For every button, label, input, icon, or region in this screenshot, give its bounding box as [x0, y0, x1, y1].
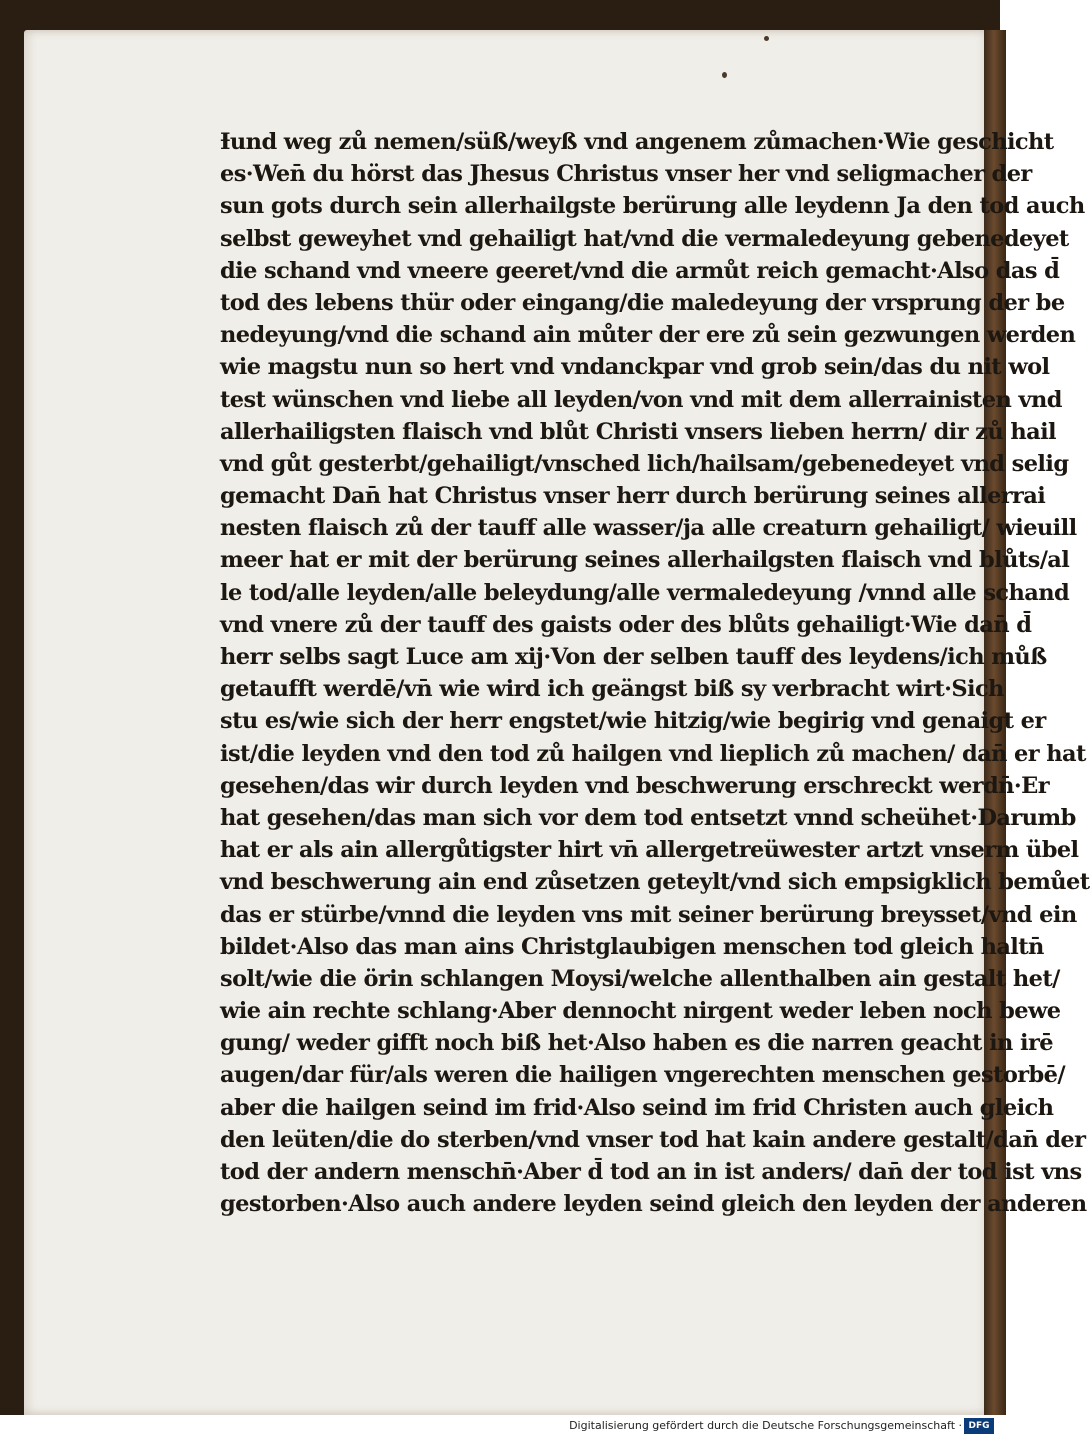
text-line: getaufft werdē/vn̄ wie wird ich geängst biß sy verbracht wirt·Sich [220, 676, 1004, 703]
text-line: test wünschen vnd liebe all leyden/von vnd mit dem allerrainisten vnd [220, 386, 1062, 413]
text-line: selbst geweyhet vnd gehailigt hat/vnd die vermaledeyung gebenedeyet [220, 225, 1069, 252]
ink-speck [764, 36, 769, 41]
text-line: gung/ weder gifft noch biß het·Also haben es die narren geacht in irē [220, 1030, 1053, 1057]
text-line: nedeyung/vnd die schand ain můter der ere zů sein gezwungen werden [220, 322, 1076, 349]
funding-credit: Digitalisierung gefördert durch die Deutsche Forschungsgemeinschaft · [569, 1419, 962, 1432]
text-line: das er stürbe/vnnd die leyden vns mit seiner berürung breysset/vnd ein [220, 901, 1077, 928]
dfg-logo: DFG [964, 1418, 994, 1434]
text-line: ist/die leyden vnd den tod zů hailgen vnd lieplich zů machen/ dan̄ er hat [220, 740, 1086, 767]
text-line: aber die hailgen seind im frid·Also seind im frid Christen auch gleich [220, 1094, 1054, 1121]
text-line: hat gesehen/das man sich vor dem tod entsetzt vnnd scheühet·Darumb [220, 804, 1076, 831]
text-line: le tod/alle leyden/alle beleydung/alle vermaledeyung /vnnd alle schand [220, 579, 1070, 606]
book-page [24, 30, 1090, 1415]
body-text [220, 126, 1090, 1220]
footer-bar [0, 1415, 1000, 1437]
text-line: stu es/wie sich der herr engstet/wie hitzig/wie begirig vnd genaigt er [220, 708, 1046, 735]
text-line: solt/wie die örin schlangen Moysi/welche allenthalben ain gestalt het/ [220, 965, 1060, 992]
text-line: sun gots durch sein allerhailgste berürung alle leydenn Ja den tod auch [220, 193, 1085, 220]
text-line: die schand vnd vneere geeret/vnd die armůt reich gemacht·Also das d̄ [220, 257, 1060, 284]
text-line: nesten flaisch zů der tauff alle wasser/ja alle creaturn gehailigt/ wieuill [220, 515, 1077, 542]
text-line: gestorben·Also auch andere leyden seind gleich den leyden der anderen [220, 1191, 1087, 1218]
text-line: augen/dar für/als weren die hailigen vngerechten menschen gestorbē/ [220, 1062, 1065, 1089]
text-line: es·Wen̄ du hörst das Jhesus Christus vnser her vnd seligmacher der [220, 161, 1032, 188]
text-line: tod der andern menschn̄·Aber d̄ tod an in ist anders/ dan̄ der tod ist vns [220, 1159, 1082, 1185]
text-line: gesehen/das wir durch leyden vnd beschwerung erschreckt werdn̄·Er [220, 772, 1049, 799]
text-line: herr selbs sagt Luce am xij·Von der selben tauff des leydens/ich můß [220, 644, 1047, 670]
text-line: vnd beschwerung ain end zůsetzen geteylt/vnd sich empsigklich bemůet [220, 869, 1090, 896]
text-line: den leüten/die do sterben/vnd vnser tod hat kain andere gestalt/dan̄ der [220, 1126, 1086, 1153]
text-line: hat er als ain allergůtigster hirt vn̄ allergetreüwester artzt vnserm übel [220, 837, 1079, 864]
ink-speck [722, 72, 727, 78]
text-line: wie ain rechte schlang·Aber dennocht nirgent weder leben noch bewe [220, 998, 1061, 1025]
text-line: Ɨund weg zů nemen/süß/weyß vnd angenem zůmachen·Wie geschicht [220, 129, 1054, 155]
text-line: tod des lebens thür oder eingang/die maledeyung der vrsprung der be [220, 289, 1065, 316]
text-line: bildet·Also das man ains Christglaubigen menschen tod gleich haltn̄ [220, 933, 1044, 960]
text-line: vnd vnere zů der tauff des gaists oder des blůts gehailigt·Wie dan̄ d̄ [220, 611, 1032, 638]
text-line: meer hat er mit der berürung seines allerhailgsten flaisch vnd blůts/al [220, 547, 1070, 574]
text-line: allerhailigsten flaisch vnd blůt Christi vnsers lieben herrn/ dir zů hail [220, 418, 1056, 445]
text-line: gemacht Dan̄ hat Christus vnser herr durch berürung seines allerrai [220, 483, 1046, 510]
text-line: wie magstu nun so hert vnd vndanckpar vnd grob sein/das du nit wol [220, 354, 1050, 381]
text-line: vnd gůt gesterbt/gehailigt/vnsched lich/hailsam/gebenedeyet vnd selig [220, 450, 1069, 477]
